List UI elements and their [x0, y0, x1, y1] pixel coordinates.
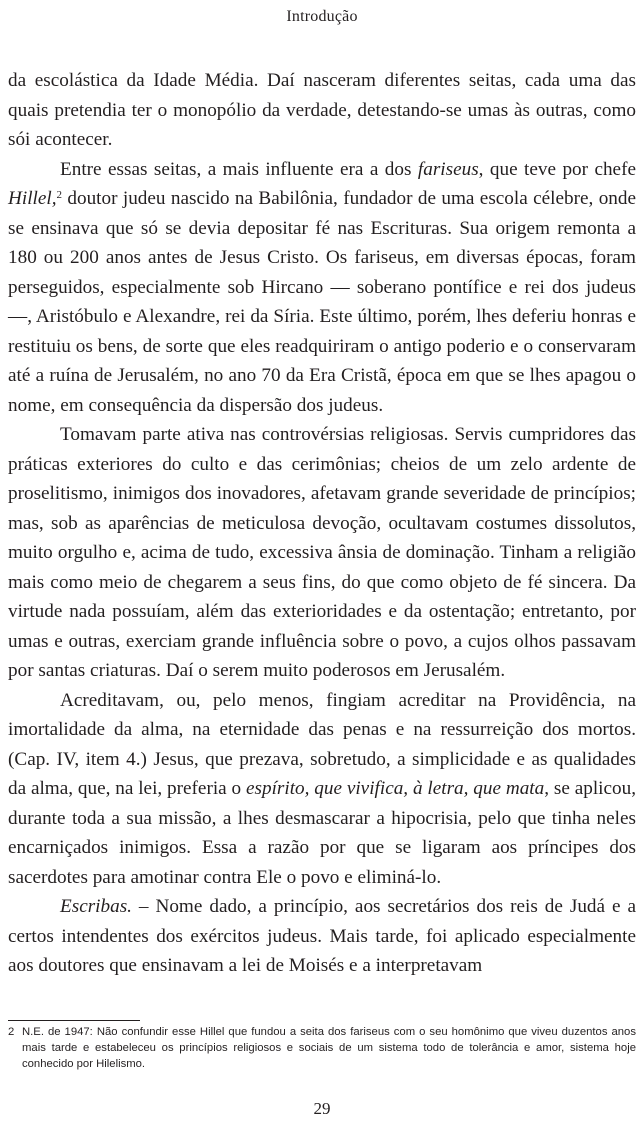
- paragraph-text: doutor judeu nascido na Babilônia, fundador de uma escola célebre, onde se ensinava que só se devia depositar fé nas Escrituras. Sua origem remonta a 180 ou 200 anos antes de Jesus Cristo. Os fariseus, em diversas épocas, foram perseguidos, especialmente sob Hircano — soberano pontífice e rei dos judeus —, Aristóbulo e Alexandre, rei da Síria. Este último, porém, lhes deferiu honras e restituiu os bens, de sorte que eles readquiriram o antigo poderio e o conservaram até a ruína de Jerusalém, no ano 70 da Era Cristã, época em que se lhes apagou o nome, em consequência da dispersão dos judeus.: [8, 188, 636, 416]
- main-text: [8, 66, 636, 981]
- paragraph-text: , se aplicou, durante toda a sua missão, a lhes desmascarar a hipocrisia, pelo que tinha neles encarniçados inimigos. Essa a razão por que se ligaram aos príncipes dos sacerdotes para amotinar contra Ele o povo e eliminá-lo.: [8, 778, 636, 888]
- page-number: 29: [313, 1099, 331, 1118]
- running-header: Introdução: [286, 8, 358, 25]
- paragraph: [8, 155, 636, 421]
- footnote-reference: 2: [56, 189, 62, 201]
- footnote-number: 2: [8, 1026, 15, 1038]
- footnote: [8, 1024, 636, 1072]
- paragraph: [8, 892, 636, 981]
- paragraph-text: da escolástica da Idade Média. Daí nasceram diferentes seitas, cada uma das quais pretendia ter o monopólio da verdade, detestando-se umas às outras, como sói acontecer.: [8, 70, 636, 150]
- term-fariseus: fariseus: [417, 158, 479, 180]
- paragraph-text: , que teve por chefe: [478, 158, 636, 180]
- paragraph: [8, 686, 636, 893]
- term-escribas: Escribas.: [60, 896, 132, 917]
- term-hillel: Hillel,: [8, 188, 57, 209]
- paragraph-text: Tomavam parte ativa nas controvérsias religiosas. Servis cumpridores das práticas exteriores do culto e das cerimônias; cheios de um zelo ardente de proselitismo, inimigos dos inovadores, afetavam grande severidade de princípios; mas, sob as aparências de meticulosa devoção, ocultavam costumes dissolutos, muito orgulho e, acima de tudo, excessiva ânsia de dominação. Tinham a religião mais como meio de chegarem a seus fins, do que como objeto de fé sincera. Da virtude nada possuíam, além das exterioridades e da ostentação; entretanto, por umas e outras, exerciam grande influência sobre o povo, a cujos olhos passavam por santas criaturas. Daí o serem muito poderosos em Jerusalém.: [8, 424, 636, 681]
- paragraph-text: Entre essas seitas, a mais influente era a dos: [60, 158, 418, 180]
- paragraph-text: – Nome dado, a princípio, aos secretários dos reis de Judá e a certos intendentes dos exércitos judeus. Mais tarde, foi aplicado especialmente aos doutores que ensinavam a lei de Moisés e a interpretavam: [8, 896, 636, 976]
- paragraph: [8, 420, 636, 686]
- footnote-divider: [8, 1020, 140, 1021]
- footnote-text: N.E. de 1947: Não confundir esse Hillel que fundou a seita dos fariseus com o seu homônimo que viveu duzentos anos mais tarde e estabeleceu os princípios religiosos e sociais de um sistema todo de tolerância e amor, sistema hoje conhecido por Hilelismo.: [22, 1026, 636, 1070]
- italic-quote: espírito, que vivifica, à letra, que mata: [246, 778, 545, 799]
- paragraph-text: Acreditavam, ou, pelo menos, fingiam acreditar na Providência, na imortalidade da alma, na eternidade das penas e na ressurreição dos mortos. (Cap. IV, item 4.) Jesus, que prezava, sobretudo, a simplicidade e as qualidades da alma, que, na lei, preferia o: [8, 689, 636, 799]
- paragraph: [8, 66, 636, 155]
